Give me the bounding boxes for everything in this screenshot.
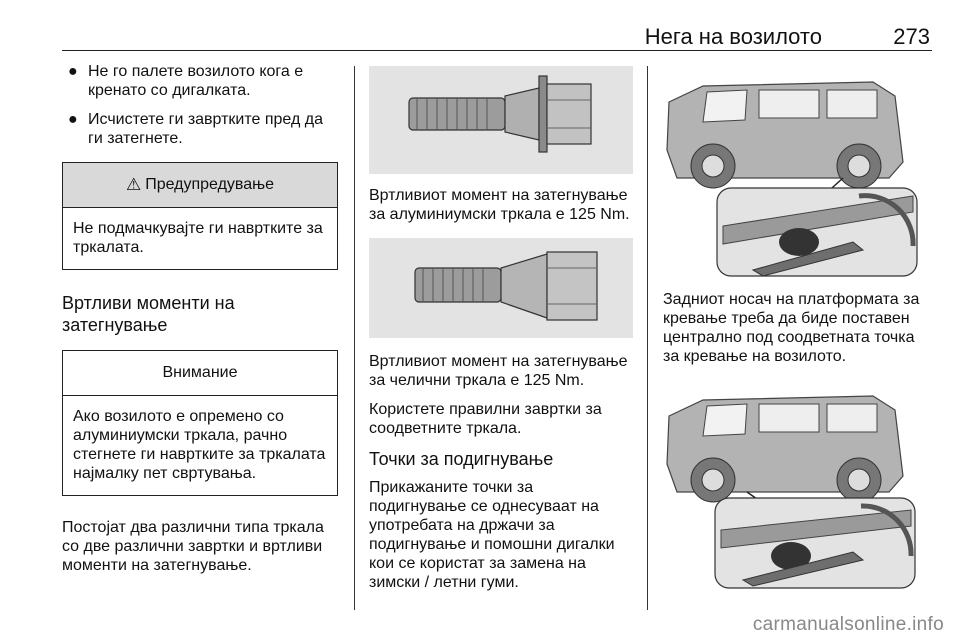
paragraph-jacking-points: Прикажаните точки за подигнување се однесуваат на употребата на држачи за подигнување и помошни дигалки кои се користат за замена на зимски / летни гуми. (369, 479, 615, 591)
warning-title: Предупредување (145, 176, 275, 193)
warning-triangle-icon: ⚠ (125, 175, 142, 194)
bullet-text: Исчистете ги завртките пред да ги затегнете. (88, 111, 323, 147)
bullet-dot: ● (68, 63, 78, 80)
page-header (62, 0, 932, 52)
figure-steel-wheel-bolt (369, 238, 633, 338)
caption-alloy-torque: Вртливиот момент на затегнување за алуминиумски тркала е 125 Nm. (369, 187, 630, 223)
caution-title: Внимание (162, 364, 238, 381)
section-heading-torque: Вртливи моменти на затегнување (62, 293, 235, 335)
watermark: carmanualsonline.info (752, 614, 944, 635)
bullet-item (62, 110, 338, 148)
header-rule (62, 50, 932, 51)
bullet-text: Не го палете возилото кога е кренато со дигалката. (88, 63, 304, 99)
warning-box (62, 162, 338, 270)
caution-body: Ако возилото е опремено со алуминиумски тркала, рачно стегнете ги навртките за тркалата најмалку пет свртувања. (73, 408, 326, 482)
column-divider-2 (647, 66, 648, 610)
column-2 (369, 66, 633, 602)
van-front-lift-illustration (663, 380, 929, 592)
bullet-dot: ● (68, 111, 78, 128)
figure-front-lift-point (663, 380, 929, 592)
page-number: 273 (893, 24, 930, 49)
header-title: Нега на возилото (644, 24, 822, 49)
section-heading-jacking-points: Точки за подигнување (369, 449, 554, 469)
warning-box-header (63, 163, 337, 208)
bullet-item (62, 62, 338, 100)
caution-box (62, 350, 338, 496)
column-divider-1 (354, 66, 355, 610)
alloy-bolt-illustration (369, 66, 633, 174)
steel-bolt-illustration (369, 238, 633, 338)
column-3 (663, 66, 929, 592)
warning-body: Не подмачкувајте ги навртките за тркалата. (73, 220, 323, 256)
figure-rear-lift-point (663, 66, 929, 280)
paragraph-wheel-types: Постојат два различни типа тркала со две различни завртки и вртливи моменти на затегнување. (62, 519, 324, 574)
caption-steel-torque: Вртливиот момент на затегнување за челични тркала е 125 Nm. (369, 353, 628, 389)
column-1 (62, 62, 338, 585)
caption-rear-lift-point: Задниот носач на платформата за кревање треба да биде поставен централно под соодветната точка за кревање на возилото. (663, 291, 920, 365)
caution-box-header (63, 351, 337, 396)
van-rear-lift-illustration (663, 66, 929, 280)
figure-alloy-wheel-bolt (369, 66, 633, 174)
paragraph-correct-bolts: Користете правилни завртки за соодветните тркала. (369, 401, 602, 437)
